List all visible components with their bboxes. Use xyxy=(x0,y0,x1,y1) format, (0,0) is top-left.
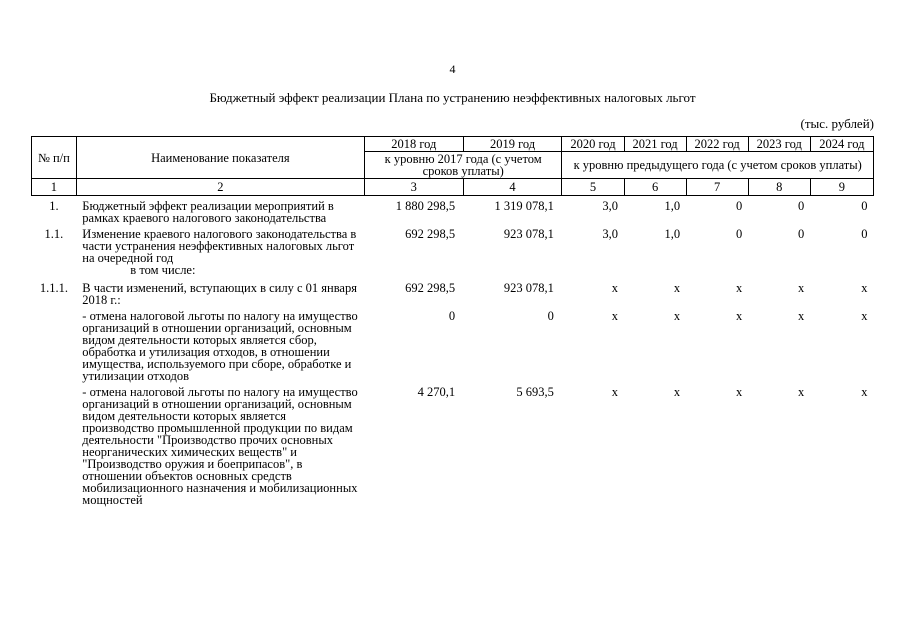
row-value: х xyxy=(611,385,619,399)
row-value: 3,0 xyxy=(602,199,619,213)
row-value xyxy=(463,264,562,278)
row-value: 692 298,5 xyxy=(405,227,456,241)
row-number: 1.1.1. xyxy=(39,281,68,295)
document-title: Бюджетный эффект реализации Плана по устранению неэффективных налоговых льгот xyxy=(209,90,696,105)
row-value: х xyxy=(798,281,805,295)
column-number: 7 xyxy=(686,179,748,196)
row-value xyxy=(624,264,686,278)
row-name: - отмена налоговой льготы по налогу на имущество организаций в отношении организаций, основным видом деятельности которых является сбор, обработка и утилизация отходов, в отношении имущества, используемого при сборе, обработке и утилизации отходов xyxy=(82,309,358,383)
row-value: 1,0 xyxy=(664,199,681,213)
row-value: х xyxy=(673,281,681,295)
row-name: - отмена налоговой льготы по налогу на имущество организаций в отношении организаций, основным видом деятельности которых является производство промышленной продукции по видам деятельности "Производство прочих основных неорганических химических веществ" и "Производство оружия и боеприпасов", в отношении объектов основных средств мобилизационного назначения и мобилизационных мощностей xyxy=(82,385,358,507)
table-row xyxy=(32,224,874,264)
header-year: 2023 год xyxy=(748,137,810,152)
header-year: 2022 год xyxy=(686,137,748,152)
row-value xyxy=(810,264,873,278)
row-name: Изменение краевого налогового законодательства в части устранения неэффективных налоговых льгот на очередной год xyxy=(82,227,357,265)
column-number: 1 xyxy=(32,179,77,196)
table-row xyxy=(32,196,874,225)
row-value: х xyxy=(861,309,868,323)
header-group-2017: к уровню 2017 года (с учетом сроков уплаты) xyxy=(364,152,562,179)
row-value: х xyxy=(735,385,743,399)
table-row xyxy=(32,278,874,306)
row-value: х xyxy=(861,385,868,399)
table-row xyxy=(32,382,874,506)
row-value: х xyxy=(611,309,619,323)
row-value: 0 xyxy=(735,199,743,213)
row-value: 692 298,5 xyxy=(405,281,456,295)
row-name: Бюджетный эффект реализации мероприятий в рамках краевого налогового законодательства xyxy=(82,199,334,225)
row-value: 0 xyxy=(448,309,456,323)
table-row xyxy=(32,264,874,278)
page-number: 4 xyxy=(449,62,456,76)
table-row xyxy=(32,306,874,382)
row-value: х xyxy=(861,281,868,295)
row-value: 923 078,1 xyxy=(503,227,554,241)
row-value: 0 xyxy=(798,199,805,213)
row-value: 3,0 xyxy=(602,227,619,241)
row-value: х xyxy=(673,385,681,399)
header-year: 2021 год xyxy=(624,137,686,152)
column-number: 5 xyxy=(562,179,624,196)
column-number: 6 xyxy=(624,179,686,196)
budget-effect-table xyxy=(31,136,874,506)
column-number: 2 xyxy=(76,179,364,196)
row-value: 923 078,1 xyxy=(503,281,554,295)
header-year: 2024 год xyxy=(810,137,873,152)
header-year: 2020 год xyxy=(562,137,624,152)
row-value: 4 270,1 xyxy=(417,385,456,399)
header-year: 2018 год xyxy=(364,137,463,152)
row-number xyxy=(32,306,77,382)
row-value: 1,0 xyxy=(664,227,681,241)
row-value: х xyxy=(798,309,805,323)
row-value: х xyxy=(735,281,743,295)
column-number: 8 xyxy=(748,179,810,196)
row-value: 5 693,5 xyxy=(516,385,554,399)
header-no: № п/п xyxy=(32,137,77,179)
row-name: В части изменений, вступающих в силу с 01 января 2018 г.: xyxy=(82,281,357,307)
row-value xyxy=(748,264,810,278)
row-value: 0 xyxy=(798,227,805,241)
row-value: х xyxy=(673,309,681,323)
header-year: 2019 год xyxy=(463,137,562,152)
row-number: 1. xyxy=(49,199,59,213)
column-number: 4 xyxy=(463,179,562,196)
header-group-previous-year: к уровню предыдущего года (с учетом сроков уплаты) xyxy=(562,152,874,179)
row-value: 1 319 078,1 xyxy=(494,199,554,213)
row-number: 1.1. xyxy=(44,227,64,241)
row-value: 0 xyxy=(861,199,868,213)
row-name: в том числе: xyxy=(130,263,196,277)
row-value xyxy=(686,264,748,278)
row-value: х xyxy=(735,309,743,323)
row-value xyxy=(562,264,624,278)
row-value: х xyxy=(798,385,805,399)
row-value: 0 xyxy=(861,227,868,241)
header-name: Наименование показателя xyxy=(76,137,364,179)
units-label: (тыс. рублей) xyxy=(800,116,874,131)
row-value xyxy=(364,264,463,278)
row-value: 1 880 298,5 xyxy=(395,199,456,213)
column-number: 9 xyxy=(810,179,873,196)
row-value: х xyxy=(611,281,619,295)
column-number: 3 xyxy=(364,179,463,196)
row-number xyxy=(32,382,77,506)
row-value: 0 xyxy=(735,227,743,241)
row-value: 0 xyxy=(547,309,554,323)
row-number xyxy=(32,264,77,278)
